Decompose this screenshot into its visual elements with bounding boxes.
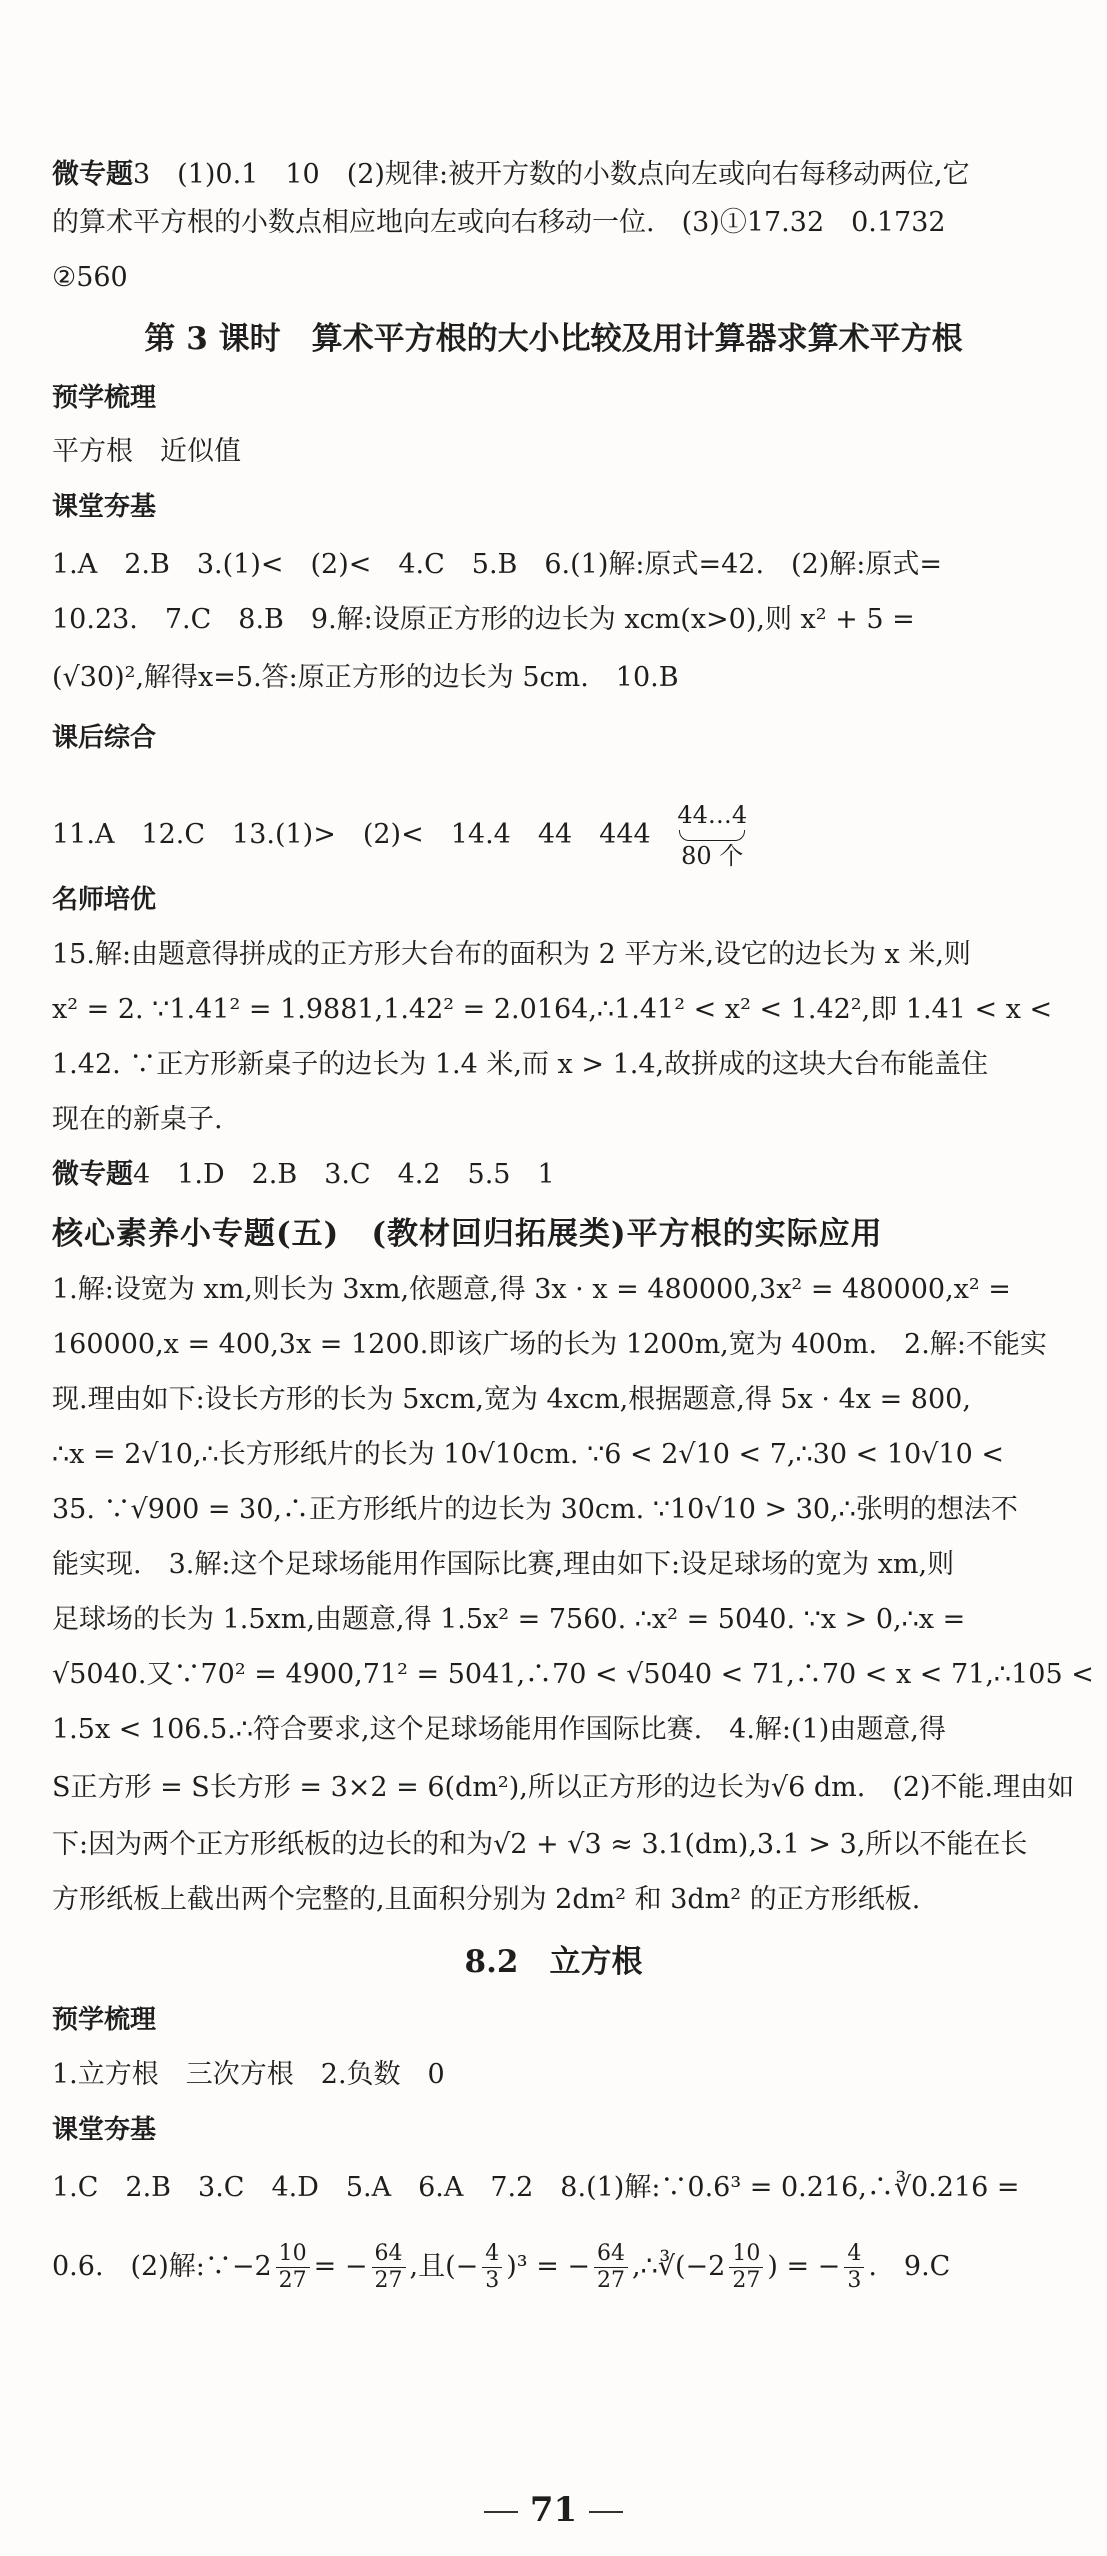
underbrace-mark <box>679 830 745 841</box>
ketang1-line-1: 1.A 2.B 3.(1)< (2)< 4.C 5.B 6.(1)解:原式=42. (2)解:原式= <box>52 549 943 580</box>
core5-line-2: 160000,x = 400,3x = 1200.即该广场的长为 1200m,宽为 400m. 2.解:不能实 <box>52 1329 1047 1360</box>
yuxue-text-2: 1.立方根 三次方根 2.负数 0 <box>52 2059 445 2090</box>
section-8-2-title: 8.2 立方根 <box>464 1944 643 1980</box>
fraction: $\frac{10}{27}$ <box>729 2241 763 2294</box>
core5-line-12: 方形纸板上截出两个完整的,且面积分别为 2dm² 和 3dm² 的正方形纸板. <box>52 1884 921 1915</box>
core5-line-6: 能实现. 3.解:这个足球场能用作国际比赛,理由如下:设足球场的宽为 xm,则 <box>52 1549 955 1580</box>
core5-line-8: √5040.又∵70² = 4900,71² = 5041,∴70 < √5040 < 71,∴70 < x < 71,∴105 < <box>52 1659 1094 1690</box>
yuxue-heading-2: 预学梳理 <box>52 2005 157 2035</box>
core5-line-3: 现.理由如下:设长方形的长为 5xcm,宽为 4xcm,根据题意,得 5x · 4x = 800, <box>52 1384 971 1415</box>
micro4-label: 微专题 <box>52 1159 133 1190</box>
micro3-line-1: 微专题3 (1)0.1 10 (2)规律:被开方数的小数点向左或向右每移动两位,它 <box>52 159 970 190</box>
micro4-line: 微专题4 1.D 2.B 3.C 4.2 5.5 1 <box>52 1159 555 1190</box>
page-number: 71 <box>0 2490 1107 2530</box>
fraction: $\frac{4}{3}$ <box>482 2241 502 2294</box>
mingshi-line-1: 15.解:由题意得拼成的正方形大台布的面积为 2 平方米,设它的边长为 x 米,则 <box>52 939 971 970</box>
overbrace-group: 44…4 80 个 <box>677 801 748 870</box>
core5-line-5: 35. ∵√900 = 30,∴正方形纸片的边长为 30cm. ∵10√10 > 30,∴张明的想法不 <box>52 1494 1018 1525</box>
fraction: $\frac{64}{27}$ <box>372 2241 406 2294</box>
ketang2-line-2: 0.6. (2)解:∵−2 $\frac{10}{27}$ = − $\frac{64}{27}$ ,且(− $\frac{4}{3}$ )³ = − $\frac{64}{27}$ ,∴∛(−2 $\frac{10}{27}$ ) = − $\frac{4}{3}$ . 9.C <box>52 2241 951 2293</box>
core5-line-7: 足球场的长为 1.5xm,由题意,得 1.5x² = 7560. ∴x² = 5040. ∵x > 0,∴x = <box>52 1604 966 1635</box>
lesson3-title: 第 3 课时 算术平方根的大小比较及用计算器求算术平方根 <box>144 321 963 357</box>
core5-line-11: 下:因为两个正方形纸板的边长的和为√2 + √3 ≈ 3.1(dm),3.1 > 3,所以不能在长 <box>52 1829 1028 1860</box>
yuxue-heading-1: 预学梳理 <box>52 383 157 413</box>
kehou-line-1: 11.A 12.C 13.(1)> (2)< 14.4 44 444 44…4 80 个 <box>52 801 748 870</box>
core5-line-4: ∴x = 2√10,∴长方形纸片的长为 10√10cm. ∵6 < 2√10 < 7,∴30 < 10√10 < <box>52 1439 1004 1470</box>
yuxue-text-1: 平方根 近似值 <box>52 436 241 467</box>
ketang-heading-2: 课堂夯基 <box>52 2115 157 2145</box>
micro3-line-3: ②560 <box>52 262 128 293</box>
fraction: $\frac{4}{3}$ <box>844 2241 864 2294</box>
mingshi-line-2: x² = 2. ∵1.41² = 1.9881,1.42² = 2.0164,∴1.41² < x² < 1.42²,即 1.41 < x < <box>52 994 1053 1025</box>
ketang1-line-3: (√30)²,解得x=5.答:原正方形的边长为 5cm. 10.B <box>52 662 679 693</box>
core5-line-10: S正方形 = S长方形 = 3×2 = 6(dm²),所以正方形的边长为√6 dm. (2)不能.理由如 <box>52 1772 1075 1803</box>
micro3-label: 微专题 <box>52 159 133 190</box>
ketang-heading-1: 课堂夯基 <box>52 492 157 522</box>
ketang2-line-1: 1.C 2.B 3.C 4.D 5.A 6.A 7.2 8.(1)解:∵0.6³ = 0.216,∴∛0.216 = <box>52 2172 1020 2203</box>
page-number-dash-right <box>589 2511 623 2513</box>
page-number-dash-left <box>484 2511 518 2513</box>
fraction: $\frac{64}{27}$ <box>594 2241 628 2294</box>
kehou-heading: 课后综合 <box>52 723 157 753</box>
mingshi-line-3: 1.42. ∵正方形新桌子的边长为 1.4 米,而 x > 1.4,故拼成的这块大台布能盖住 <box>52 1049 989 1080</box>
core5-line-1: 1.解:设宽为 xm,则长为 3xm,依题意,得 3x · x = 480000,3x² = 480000,x² = <box>52 1274 1011 1305</box>
mingshi-heading: 名师培优 <box>52 885 157 915</box>
micro3-line-2: 的算术平方根的小数点相应地向左或向右移动一位. (3)①17.32 0.1732 <box>52 207 946 238</box>
core5-title: 核心素养小专题(五) (教材回归拓展类)平方根的实际应用 <box>52 1216 883 1252</box>
fraction: $\frac{10}{27}$ <box>276 2241 310 2294</box>
ketang1-line-2: 10.23. 7.C 8.B 9.解:设原正方形的边长为 xcm(x>0),则 x² + 5 = <box>52 604 915 635</box>
core5-line-9: 1.5x < 106.5.∴符合要求,这个足球场能用作国际比赛. 4.解:(1)由题意,得 <box>52 1714 946 1745</box>
mingshi-line-4: 现在的新桌子. <box>52 1104 223 1135</box>
